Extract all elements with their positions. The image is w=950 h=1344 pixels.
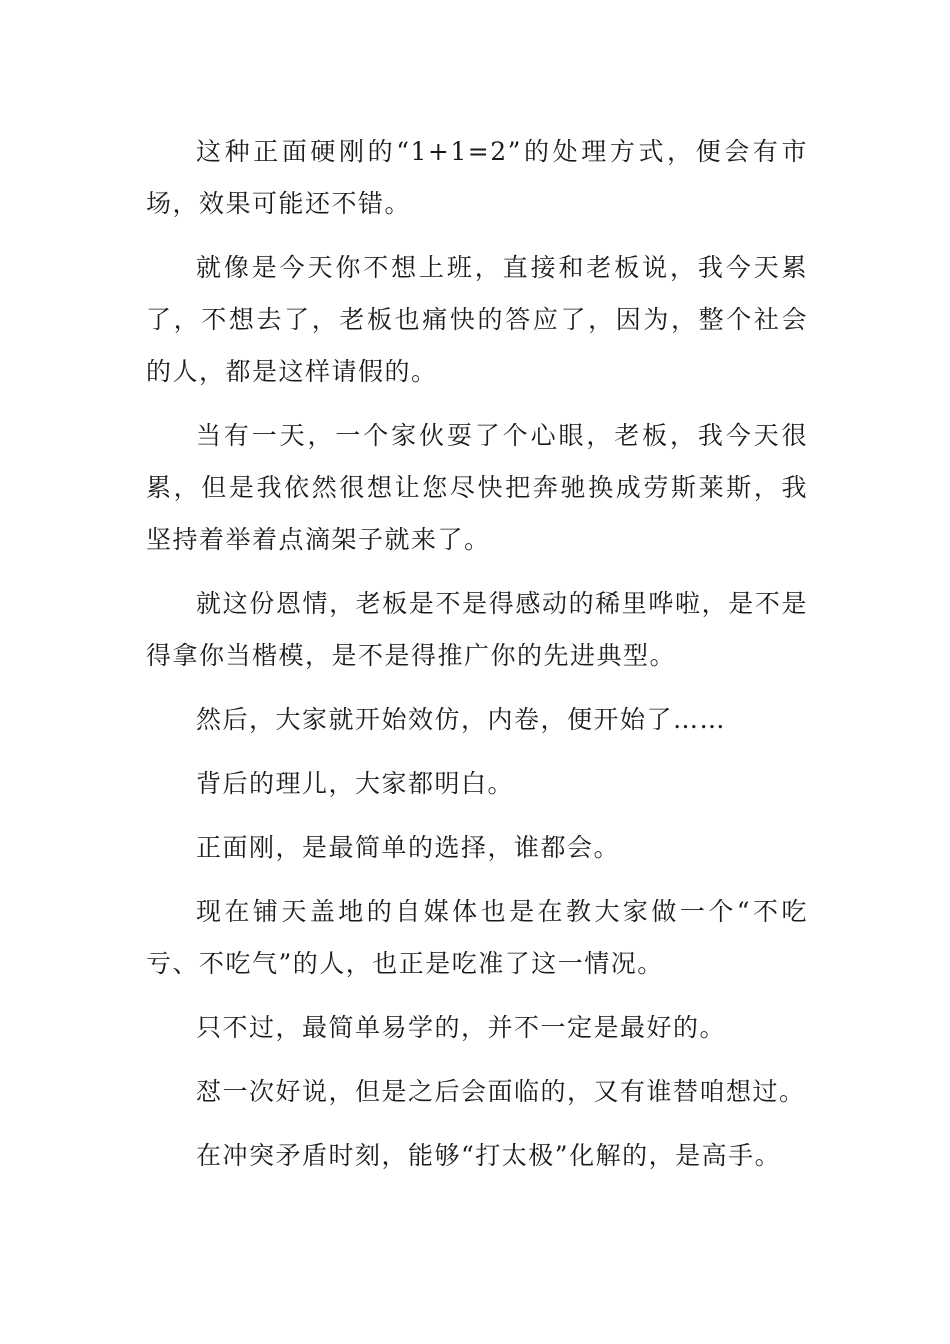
paragraph-1: 这种正面硬刚的“1+1=2”的处理方式，便会有市场，效果可能还不错。 (146, 137, 808, 218)
paragraph-8: 现在铺天盖地的自媒体也是在教大家做一个“不吃亏、不吃气”的人，也正是吃准了这一情况。 (146, 897, 808, 978)
paragraph-2: 就像是今天你不想上班，直接和老板说，我今天累了，不想去了，老板也痛快的答应了，因为，整个社会的人，都是这样请假的。 (146, 253, 808, 386)
paragraph-5: 然后，大家就开始效仿，内卷，便开始了…… (196, 705, 727, 734)
paragraph-3: 当有一天，一个家伙耍了个心眼，老板，我今天很累，但是我依然很想让您尽快把奔驰换成劳斯莱斯，我坚持着举着点滴架子就来了。 (146, 421, 808, 554)
paragraph-11: 在冲突矛盾时刻，能够“打太极”化解的，是高手。 (196, 1141, 782, 1170)
paragraph-10: 怼一次好说，但是之后会面临的，又有谁替咱想过。 (196, 1077, 806, 1106)
document-body (146, 126, 808, 1194)
paragraph-4: 就这份恩情，老板是不是得感动的稀里哗啦，是不是得拿你当楷模，是不是得推广你的先进典型。 (146, 589, 808, 670)
paragraph-9: 只不过，最简单易学的，并不一定是最好的。 (196, 1013, 727, 1042)
paragraph-7: 正面刚，是最简单的选择，谁都会。 (196, 833, 621, 862)
paragraph-6: 背后的理儿，大家都明白。 (196, 769, 515, 798)
